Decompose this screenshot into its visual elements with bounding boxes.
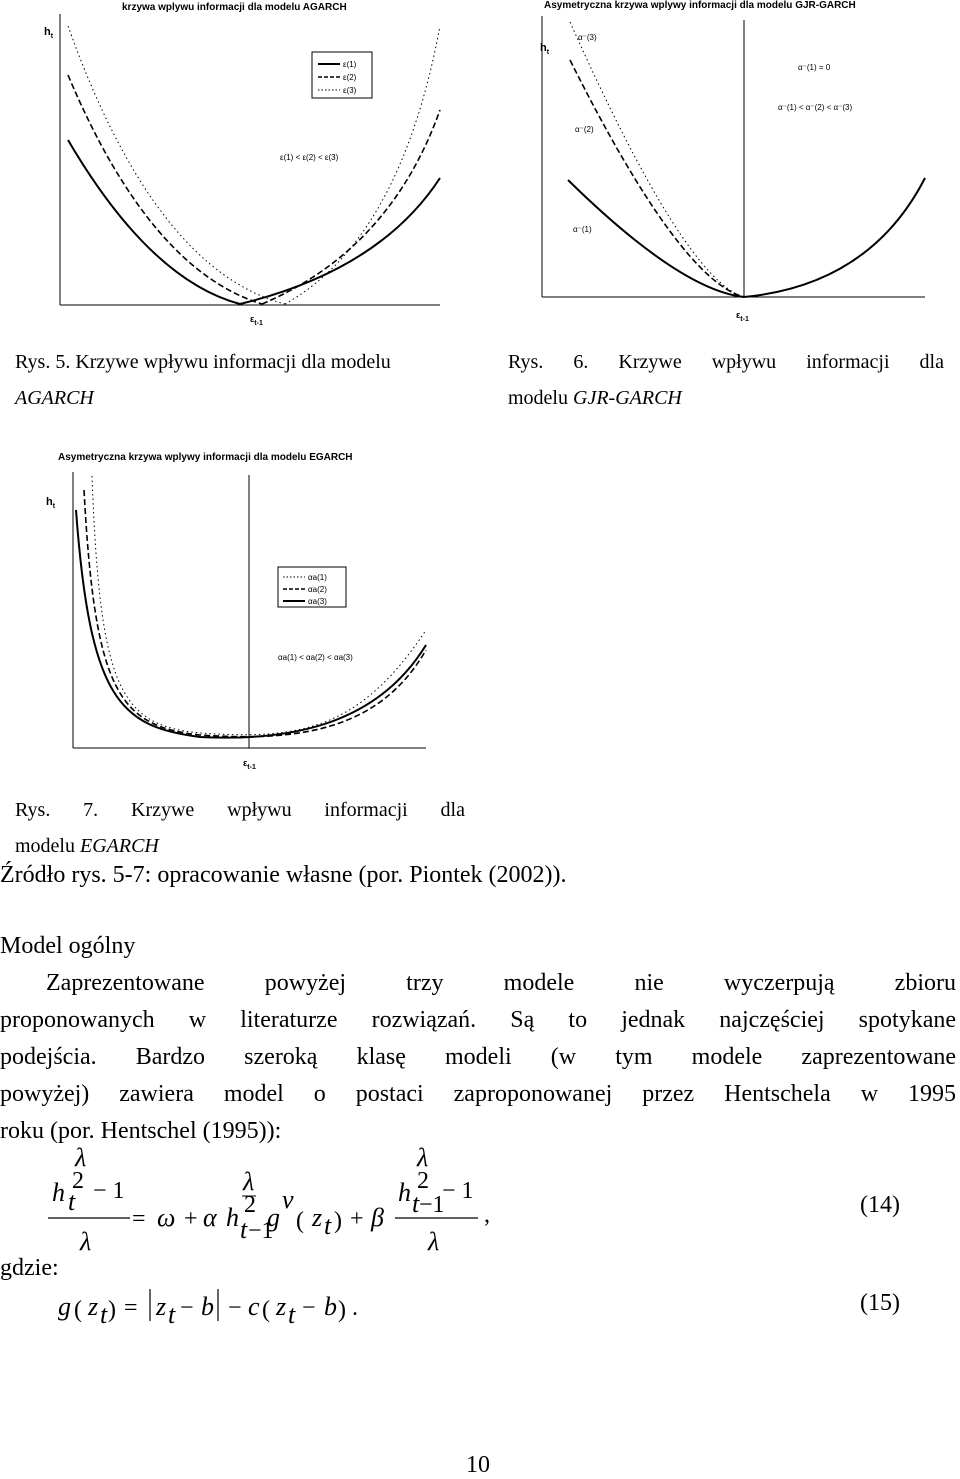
svg-text:− 1: − 1 (93, 1178, 125, 1204)
svg-text:− 1: − 1 (442, 1178, 474, 1204)
svg-text:c: c (248, 1292, 260, 1321)
figure7-plot (0, 450, 480, 780)
figure7-legend-item: αa(2) (308, 585, 327, 594)
svg-text:−: − (228, 1295, 242, 1321)
svg-text:t: t (412, 1189, 420, 1218)
svg-text:2: 2 (72, 1168, 84, 1194)
svg-text:ω: ω (157, 1203, 176, 1232)
svg-text:(: ( (296, 1208, 304, 1234)
page-number: 10 (466, 1452, 490, 1478)
figure5-curve-1 (68, 140, 240, 304)
figure7-legend-item: αa(1) (308, 573, 327, 582)
svg-text:2: 2 (417, 1168, 429, 1194)
figure6-title: Asymetryczna krzywa wplywy informacji dla modelu GJR-GARCH (544, 0, 856, 11)
svg-text:+: + (350, 1206, 364, 1232)
source-note: Źródło rys. 5-7: opracowanie własne (por. Piontek (2002)). (0, 862, 567, 888)
figure6-label: α⁻(2) (575, 125, 594, 134)
svg-text:h: h (226, 1203, 239, 1232)
figure7-title: Asymetryczna krzywa wplywy informacji dla modelu EGARCH (58, 452, 353, 463)
figure5-curve-3 (68, 26, 285, 304)
figure5-curve-1-right (240, 178, 440, 304)
equation-14 (0, 1138, 960, 1258)
paragraph-line: proponowanych w literaturze rozwiązań. Są to jednak najczęściej spotykane (0, 1007, 956, 1033)
svg-text:): ) (338, 1297, 346, 1323)
figure5-title: krzywa wplywu informacji dla modelu AGARCH (122, 2, 347, 13)
svg-text:λ: λ (428, 1227, 440, 1256)
svg-text:b: b (201, 1292, 214, 1321)
svg-text:−1: −1 (248, 1218, 274, 1244)
figure6-ylabel: $h_t$ (540, 42, 550, 57)
svg-text:β: β (371, 1203, 384, 1232)
svg-text:−: − (180, 1295, 194, 1321)
svg-text:.: . (352, 1295, 358, 1321)
svg-text:z: z (276, 1292, 287, 1321)
svg-text:g: g (58, 1292, 71, 1321)
svg-text:): ) (108, 1297, 116, 1323)
figure6-curve-2 (570, 60, 744, 297)
svg-text:t: t (288, 1300, 296, 1329)
svg-text:=: = (132, 1206, 146, 1232)
svg-text:λ: λ (417, 1143, 429, 1172)
svg-text:=: = (124, 1295, 138, 1321)
figure6-label: α⁻(3) (578, 33, 597, 42)
svg-text:−1: −1 (419, 1192, 445, 1218)
svg-text:t: t (324, 1211, 332, 1240)
figure6-annotation2: α⁻(1) < α⁻(2) < α⁻(3) (778, 103, 853, 112)
equation-15 (0, 1275, 700, 1335)
figure7-ylabel: $h_t$ (46, 496, 56, 511)
figure5-legend-item: ε(2) (343, 73, 357, 82)
figure5-legend-item: ε(1) (343, 60, 357, 69)
paragraph-line: podejścia. Bardzo szeroką klasę modeli (w tym modele zaprezentowane (0, 1044, 956, 1070)
svg-text:(: ( (74, 1297, 82, 1323)
figure7-caption: Rys. 7. Krzywe wpływu informacji dla modelu EGARCH (15, 799, 465, 857)
svg-text:λ: λ (243, 1167, 255, 1196)
svg-text:(: ( (262, 1297, 270, 1323)
svg-text:z: z (88, 1292, 99, 1321)
paragraph-line: powyżej) zawiera model o postaci zaproponowanej przez Hentschela w 1995 (0, 1081, 956, 1107)
svg-text:h: h (52, 1178, 65, 1207)
figure5-legend-box (312, 52, 372, 98)
figure7-annotation: αa(1) < αa(2) < αa(3) (278, 653, 353, 662)
figure6-plot (480, 0, 960, 340)
equation-14-number: (14) (860, 1192, 900, 1218)
svg-text:t: t (68, 1187, 76, 1216)
svg-text:b: b (324, 1292, 337, 1321)
svg-text:λ: λ (80, 1227, 92, 1256)
figure6-caption: Rys. 6. Krzywe wpływu informacji dla modelu GJR-GARCH (508, 351, 944, 409)
figure5-caption: Rys. 5. Krzywe wpływu informacji dla modelu AGARCH (15, 351, 391, 409)
figure5-annotation: ε(1) < ε(2) < ε(3) (280, 153, 339, 162)
figure5-legend-item: ε(3) (343, 86, 357, 95)
figure5-curve-2-right (262, 110, 440, 304)
figure5-curve-2 (68, 75, 262, 304)
svg-text:−: − (302, 1295, 316, 1321)
figure6-xlabel: $\varepsilon_{t-1}$ (736, 310, 749, 323)
paragraph-line: roku (por. Hentschel (1995)): (0, 1118, 282, 1144)
figure7-legend-item: αa(3) (308, 597, 327, 606)
svg-text:,: , (484, 1202, 490, 1228)
figure6-curve-right (744, 178, 925, 297)
svg-text:t: t (100, 1300, 108, 1329)
svg-text:z: z (312, 1203, 323, 1232)
svg-text:α: α (203, 1203, 217, 1232)
svg-text:λ: λ (75, 1143, 87, 1172)
svg-text:2: 2 (244, 1192, 256, 1218)
section-heading: Model ogólny (0, 933, 136, 959)
svg-text:+: + (184, 1206, 198, 1232)
paragraph-line: Zaprezentowane powyżej trzy modele nie wyczerpują zbioru (46, 970, 956, 996)
figure7-curve-3 (76, 510, 426, 738)
figure5-ylabel: $h_t$ (44, 26, 54, 41)
figure6-annotation1: α⁻(1) = 0 (798, 63, 831, 72)
figure6-label: α⁻(1) (573, 225, 592, 234)
svg-text:ν: ν (282, 1185, 294, 1214)
gdzie-label: gdzie: (0, 1255, 59, 1281)
figure5-xlabel: $\varepsilon_{t-1}$ (250, 314, 263, 327)
equation-15-number: (15) (860, 1290, 900, 1316)
svg-text:): ) (334, 1208, 342, 1234)
figure7-curve-1 (92, 476, 426, 735)
figure7-xlabel: $\varepsilon_{t-1}$ (243, 758, 256, 771)
svg-text:t: t (240, 1215, 248, 1244)
svg-text:h: h (398, 1178, 411, 1207)
svg-text:z: z (156, 1292, 167, 1321)
paragraph (0, 965, 956, 1150)
svg-text:t: t (168, 1300, 176, 1329)
figure5-plot (0, 0, 480, 340)
svg-text:g: g (267, 1203, 280, 1232)
